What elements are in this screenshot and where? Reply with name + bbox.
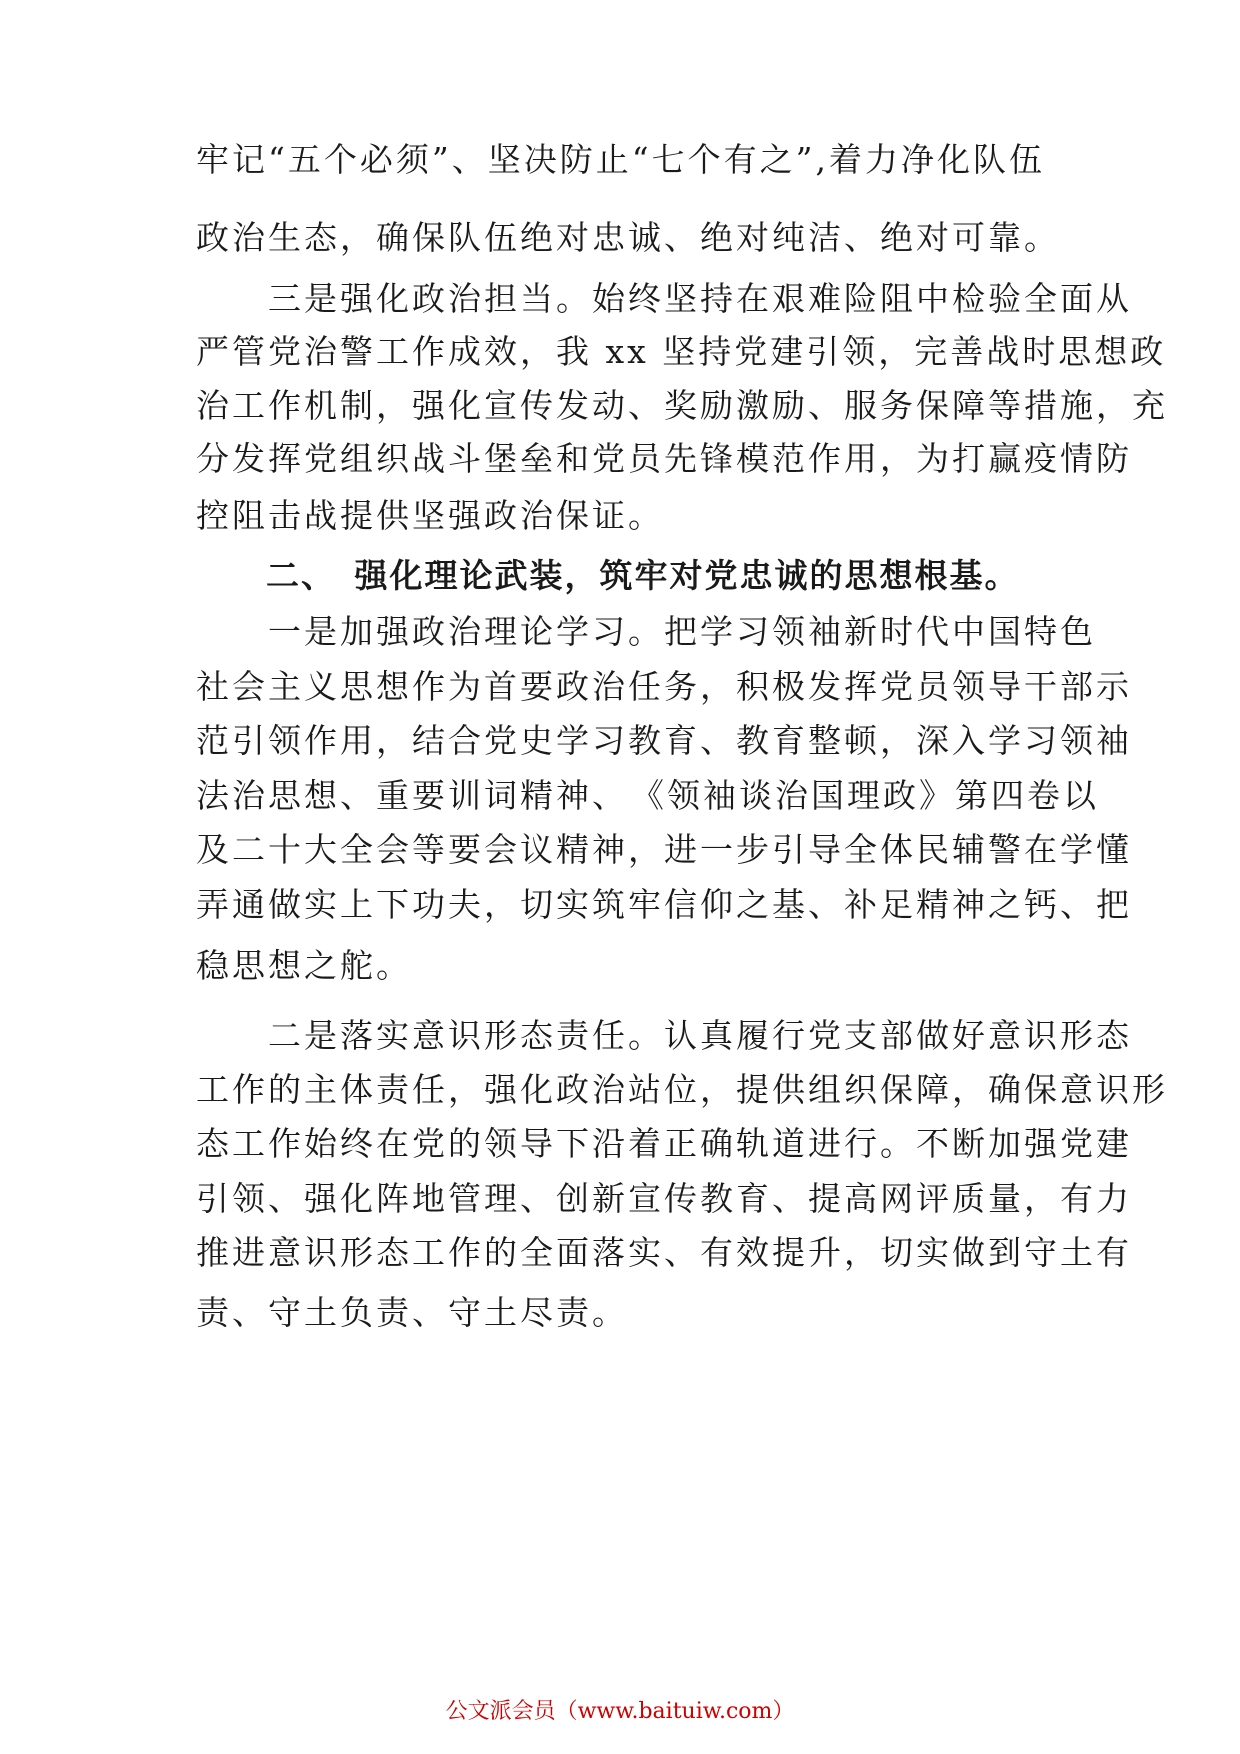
body-text-line: 弄通做实上下功夫，切实筑牢信仰之基、补足精神之钙、把 [196,885,1132,924]
body-text-line: 政治生态，确保队伍绝对忠诚、绝对纯洁、绝对可靠。 [196,218,1060,257]
footer-watermark: 公文派会员（www.baituiw.com） [445,1699,795,1724]
body-text-line: 工作的主体责任，强化政治站位，提供组织保障，确保意识形 [196,1070,1168,1109]
body-text-line: 态工作始终在党的领导下沿着正确轨道进行。不断加强党建 [196,1124,1132,1163]
body-text-line: 范引领作用，结合党史学习教育、教育整顿，深入学习领袖 [196,721,1132,760]
body-text-line: 推进意识形态工作的全面落实、有效提升，切实做到守土有 [196,1233,1132,1272]
body-text-line: 责、守土负责、守土尽责。 [196,1293,628,1332]
body-text-line: 引领、强化阵地管理、创新宣传教育、提高网评质量，有力 [196,1179,1132,1218]
body-text-line: 三是强化政治担当。始终坚持在艰难险阻中检验全面从 [196,279,1132,318]
body-text-line: 社会主义思想作为首要政治任务，积极发挥党员领导干部示 [196,667,1132,706]
body-text-line: 法治思想、重要训词精神、 《领袖谈治国理政》第四卷以 [196,776,1099,815]
body-text-line: 牢记“五个必须”、坚决防止“七个有之”,着力净化队伍 [196,140,1045,179]
section-heading: 二、 强化理论武装，筑牢对党忠诚的思想根基。 [196,556,1020,595]
body-text-line: 治工作机制，强化宣传发动、奖励激励、服务保障等措施，充 [196,386,1168,425]
body-text-line: 一是加强政治理论学习。把学习领袖新时代中国特色 [196,612,1096,651]
body-text-line: 稳思想之舵。 [196,946,412,985]
body-text-line: 及二十大全会等要会议精神，进一步引导全体民辅警在学懂 [196,830,1132,869]
body-text-line: 控阻击战提供坚强政治保证。 [196,496,664,535]
body-text-line: 二是落实意识形态责任。认真履行党支部做好意识形态 [196,1016,1132,1055]
body-text-line: 分发挥党组织战斗堡垒和党员先锋模范作用，为打赢疫情防 [196,439,1132,478]
body-text-line: 严管党治警工作成效，我 xx 坚持党建引领，完善战时思想政 [196,332,1167,371]
